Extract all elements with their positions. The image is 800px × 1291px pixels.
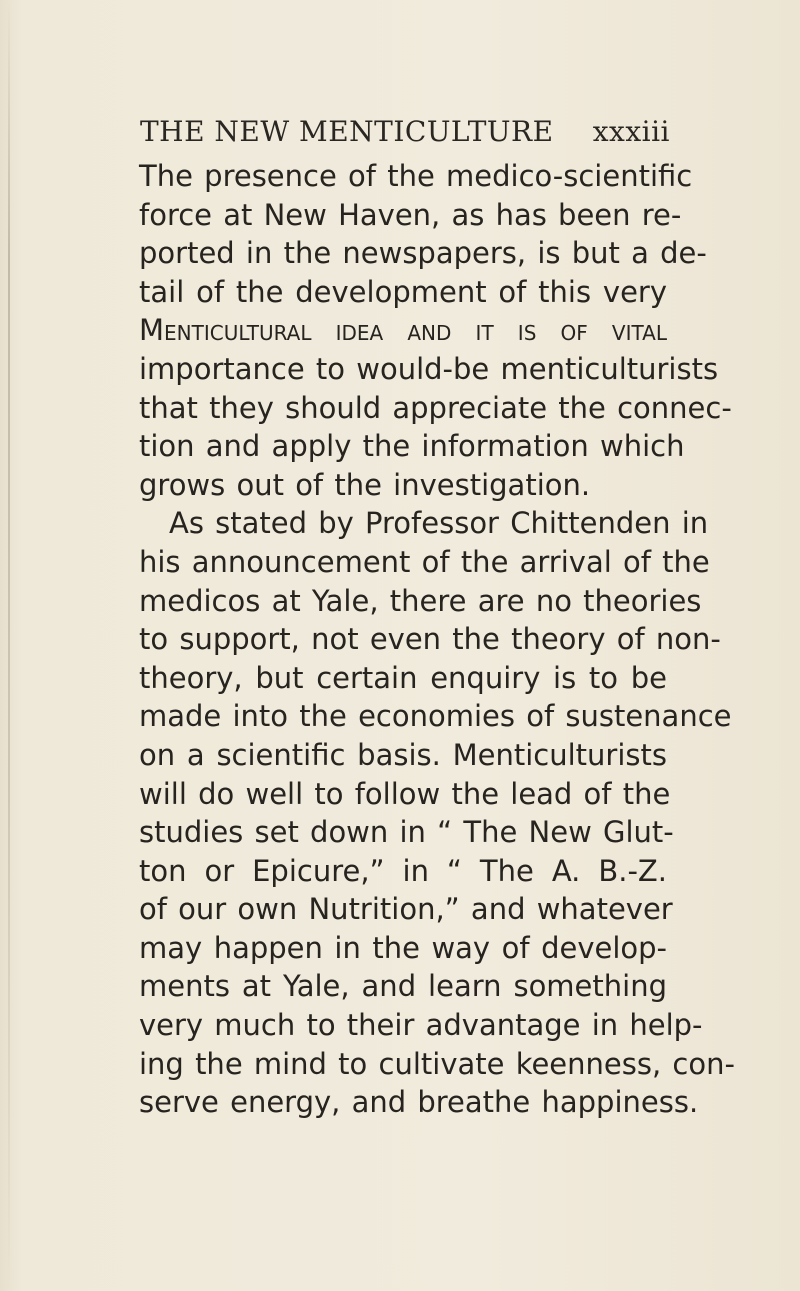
text-line: made into the economies of sustenance bbox=[139, 699, 732, 734]
text-line: grows out of the investigation. bbox=[139, 467, 591, 502]
text-line: to support, not even the theory of non- bbox=[139, 622, 721, 657]
text-line: ported in the newspapers, is but a de- bbox=[139, 236, 707, 271]
running-head-title: THE NEW MENTICULTURE bbox=[140, 115, 554, 148]
text-line: The presence of the medico-scientific bbox=[139, 159, 693, 193]
text-line: Menticultural idea and it is of vital bbox=[139, 313, 667, 348]
text-line: his announcement of the arrival of the bbox=[139, 544, 710, 579]
text-line: very much to their advantage in help- bbox=[139, 1008, 703, 1043]
text-line: ments at Yale, and learn something bbox=[139, 969, 667, 1004]
text-line: force at New Haven, as has been re- bbox=[139, 197, 682, 232]
text-line: ton or Epicure,” in “ The A. B.-Z. bbox=[139, 853, 667, 888]
text-line: serve energy, and breathe happiness. bbox=[139, 1085, 699, 1120]
text-line: may happen in the way of develop- bbox=[139, 930, 667, 965]
text-line: theory, but certain enquiry is to be bbox=[139, 660, 667, 695]
text-line: importance to would-be menticulturists bbox=[139, 351, 719, 386]
text-line: ing the mind to cultivate keenness, con- bbox=[139, 1046, 735, 1081]
text-line: of our own Nutrition,” and whatever bbox=[139, 892, 673, 927]
text-line: on a scientific basis. Menticulturists bbox=[139, 737, 667, 772]
body-text bbox=[139, 157, 735, 1122]
text-line: will do well to follow the lead of the bbox=[139, 776, 671, 811]
page-number: xxxiii bbox=[592, 115, 670, 148]
text-line: medicos at Yale, there are no theories bbox=[139, 583, 702, 618]
text-line: studies set down in “ The New Glut- bbox=[139, 815, 674, 850]
text-line: tion and apply the information which bbox=[139, 429, 685, 464]
text-line: tail of the development of this very bbox=[139, 274, 667, 309]
text-line: that they should appreciate the connec- bbox=[139, 390, 732, 425]
binding-shadow bbox=[8, 0, 10, 1291]
text-line: As stated by Professor Chittenden in bbox=[169, 506, 709, 541]
